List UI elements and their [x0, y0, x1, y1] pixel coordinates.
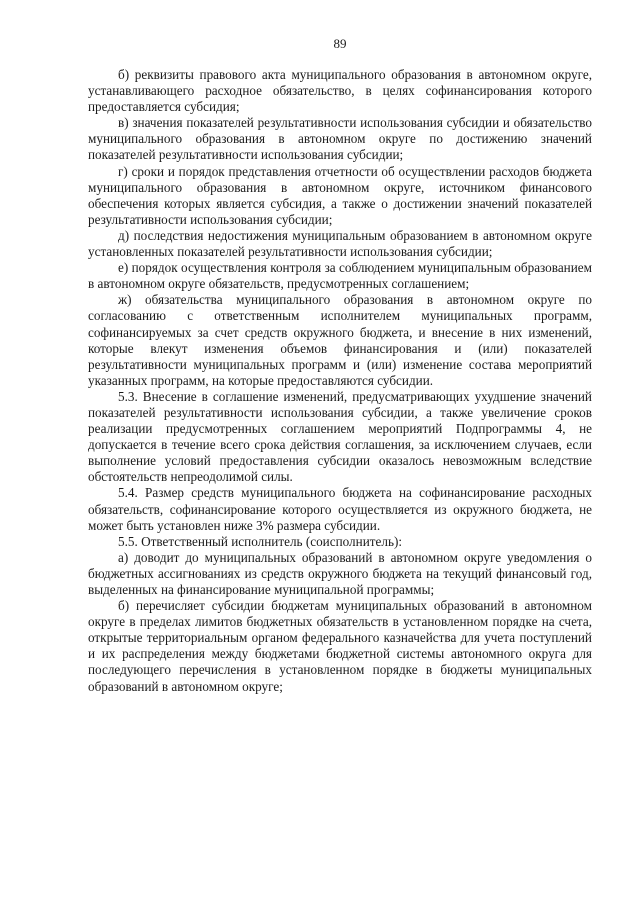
paragraph-5-5-b: б) перечисляет субсидии бюджетам муниципальных образований в автономном округе в пределах лимитов бюджетных обязательств в установленном порядке на счета, открытые территориальным органом федерального казначейства для учета поступлений и их распределения между бюджетами бюджетной системы автономного округа для последующего перечисления в установленном порядке в бюджеты муниципальных образований в автономном округе;: [88, 598, 592, 694]
paragraph-g-reporting: г) сроки и порядок представления отчетности об осуществлении расходов бюджета муниципального образования в автономном округе, источником финансового обеспечения которых является субсидия, а также о достижении значений показателей результативности использования субсидии;: [88, 163, 592, 227]
paragraph-b-requisites: б) реквизиты правового акта муниципального образования в автономном округе, устанавливающего расходное обязательство, в целях софинансирования которого предоставляется субсидия;: [88, 67, 592, 115]
paragraph-v-indicator-values: в) значения показателей результативности использования субсидии и обязательство муниципального образования в автономном округе по достижению значений показателей результативности использования субсидии;: [88, 115, 592, 163]
paragraph-zh-obligations: ж) обязательства муниципального образования в автономном округе по согласованию с ответственным исполнителем муниципальных программ, софинансируемых за счет средств окружного бюджета, и внесение в них изменений, которые влекут изменения объемов финансирования и (или) показателей результативности муниципальных программ и (или) изменение состава мероприятий указанных программ, на которые предоставляются субсидии.: [88, 292, 592, 388]
paragraph-5-5-a: а) доводит до муниципальных образований в автономном округе уведомления о бюджетных ассигнованиях из средств окружного бюджета на текущий финансовый год, выделенных на финансирование муниципальной программы;: [88, 549, 592, 597]
document-page: [88, 36, 592, 695]
paragraph-d-consequences: д) последствия недостижения муниципальным образованием в автономном округе установленных показателей результативности использования субсидии;: [88, 227, 592, 260]
paragraph-5-4: 5.4. Размер средств муниципального бюджета на софинансирование расходных обязательств, софинансирование которого осуществляется из окружного бюджета, не может быть установлен ниже 3% размера субсидии.: [88, 485, 592, 533]
paragraph-5-5: 5.5. Ответственный исполнитель (соисполнитель):: [118, 533, 403, 549]
paragraph-e-control: е) порядок осуществления контроля за соблюдением муниципальным образованием в автономном округе обязательств, предусмотренных соглашением;: [88, 260, 592, 292]
paragraph-5-3: 5.3. Внесение в соглашение изменений, предусматривающих ухудшение значений показателей результативности использования субсидии, а также увеличение сроков реализации предусмотренных соглашением мероприятий Подпрограммы 4, не допускается в течение всего срока действия соглашения, за исключением случаев, если выполнение условий предоставления субсидии оказалось невозможным вследствие обстоятельств непреодолимой силы.: [88, 388, 592, 485]
page-number: 89: [333, 36, 347, 51]
